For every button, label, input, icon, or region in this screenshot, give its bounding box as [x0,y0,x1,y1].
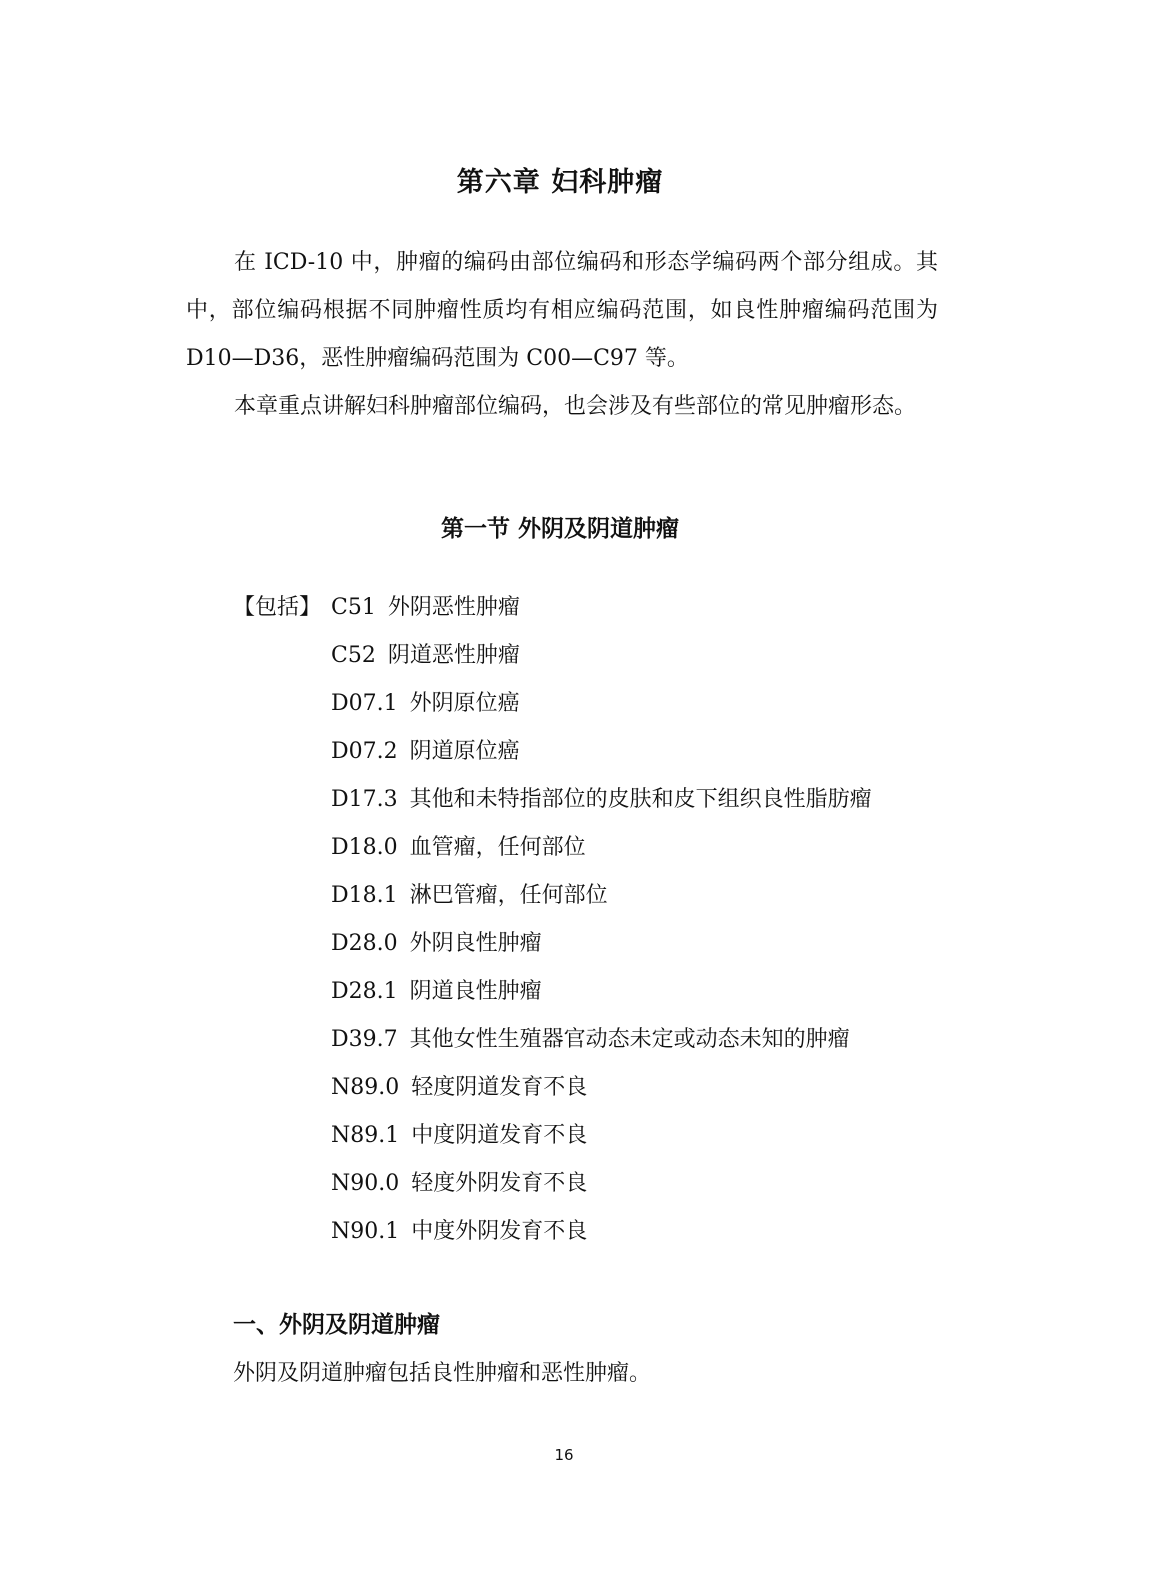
intro-paragraph: 在 ICD-10 中，肿瘤的编码由部位编码和形态学编码两个部分组成。其中，部位编码根据不同肿瘤性质均有相应编码范围，如良性肿瘤编码范围为 D10—D36，恶性肿瘤编码范围为 C00—C97 等。 [186,250,938,371]
diagnosis-code: N89.1 [331,1123,400,1148]
subsection-heading: 一、外阴及阴道肿瘤 [233,1311,440,1338]
diagnosis-code: D28.1 [331,979,398,1004]
code-list-item [331,824,872,872]
diagnosis-description: 外阴良性肿瘤 [409,931,542,956]
chapter-title: 第六章 妇科肿瘤 [456,167,664,198]
code-list-item [331,1016,872,1064]
diagnosis-code: D28.0 [331,931,398,956]
code-list-item [331,776,872,824]
diagnosis-code: D07.2 [331,739,398,764]
diagnosis-description: 血管瘤，任何部位 [409,835,586,860]
diagnosis-description: 阴道恶性肿瘤 [387,643,520,668]
diagnosis-description: 阴道良性肿瘤 [409,979,542,1004]
code-list-item [331,1064,872,1112]
code-list-item [331,1208,872,1256]
diagnosis-description: 其他和未特指部位的皮肤和皮下组织良性脂肪瘤 [409,787,872,812]
subsection-text: 外阴及阴道肿瘤包括良性肿瘤和恶性肿瘤。 [233,1361,652,1386]
intro-paragraph: 本章重点讲解妇科肿瘤部位编码，也会涉及有些部位的常见肿瘤形态。 [234,394,917,419]
diagnosis-description: 其他女性生殖器官动态未定或动态未知的肿瘤 [409,1027,850,1052]
code-list-item [331,968,872,1016]
diagnosis-code: N89.0 [331,1075,400,1100]
section-title: 第一节 外阴及阴道肿瘤 [440,515,679,542]
code-list-item [331,872,872,920]
code-list-item [331,1112,872,1160]
diagnosis-code: N90.1 [331,1219,400,1244]
diagnosis-description: 阴道原位癌 [409,739,520,764]
diagnosis-description: 外阴恶性肿瘤 [387,595,520,620]
page-number: 16 [554,1446,574,1464]
code-list-item [331,584,872,632]
diagnosis-description: 外阴原位癌 [409,691,520,716]
diagnosis-code: N90.0 [331,1171,400,1196]
code-list-item [331,728,872,776]
diagnosis-description: 中度阴道发育不良 [411,1123,588,1148]
include-label: 【包括】 [233,595,322,620]
diagnosis-code: C51 [331,595,376,620]
code-list-item [331,920,872,968]
diagnosis-description: 淋巴管瘤，任何部位 [409,883,608,908]
diagnosis-code: D17.3 [331,787,398,812]
code-list-item [331,1160,872,1208]
diagnosis-code: D39.7 [331,1027,398,1052]
diagnosis-description: 轻度外阴发育不良 [411,1171,588,1196]
diagnosis-description: 轻度阴道发育不良 [411,1075,588,1100]
code-list-item [331,680,872,728]
diagnosis-code: D07.1 [331,691,398,716]
diagnosis-code: D18.0 [331,835,398,860]
code-list [331,584,872,1256]
code-list-item [331,632,872,680]
diagnosis-description: 中度外阴发育不良 [411,1219,588,1244]
diagnosis-code: C52 [331,643,376,668]
diagnosis-code: D18.1 [331,883,398,908]
